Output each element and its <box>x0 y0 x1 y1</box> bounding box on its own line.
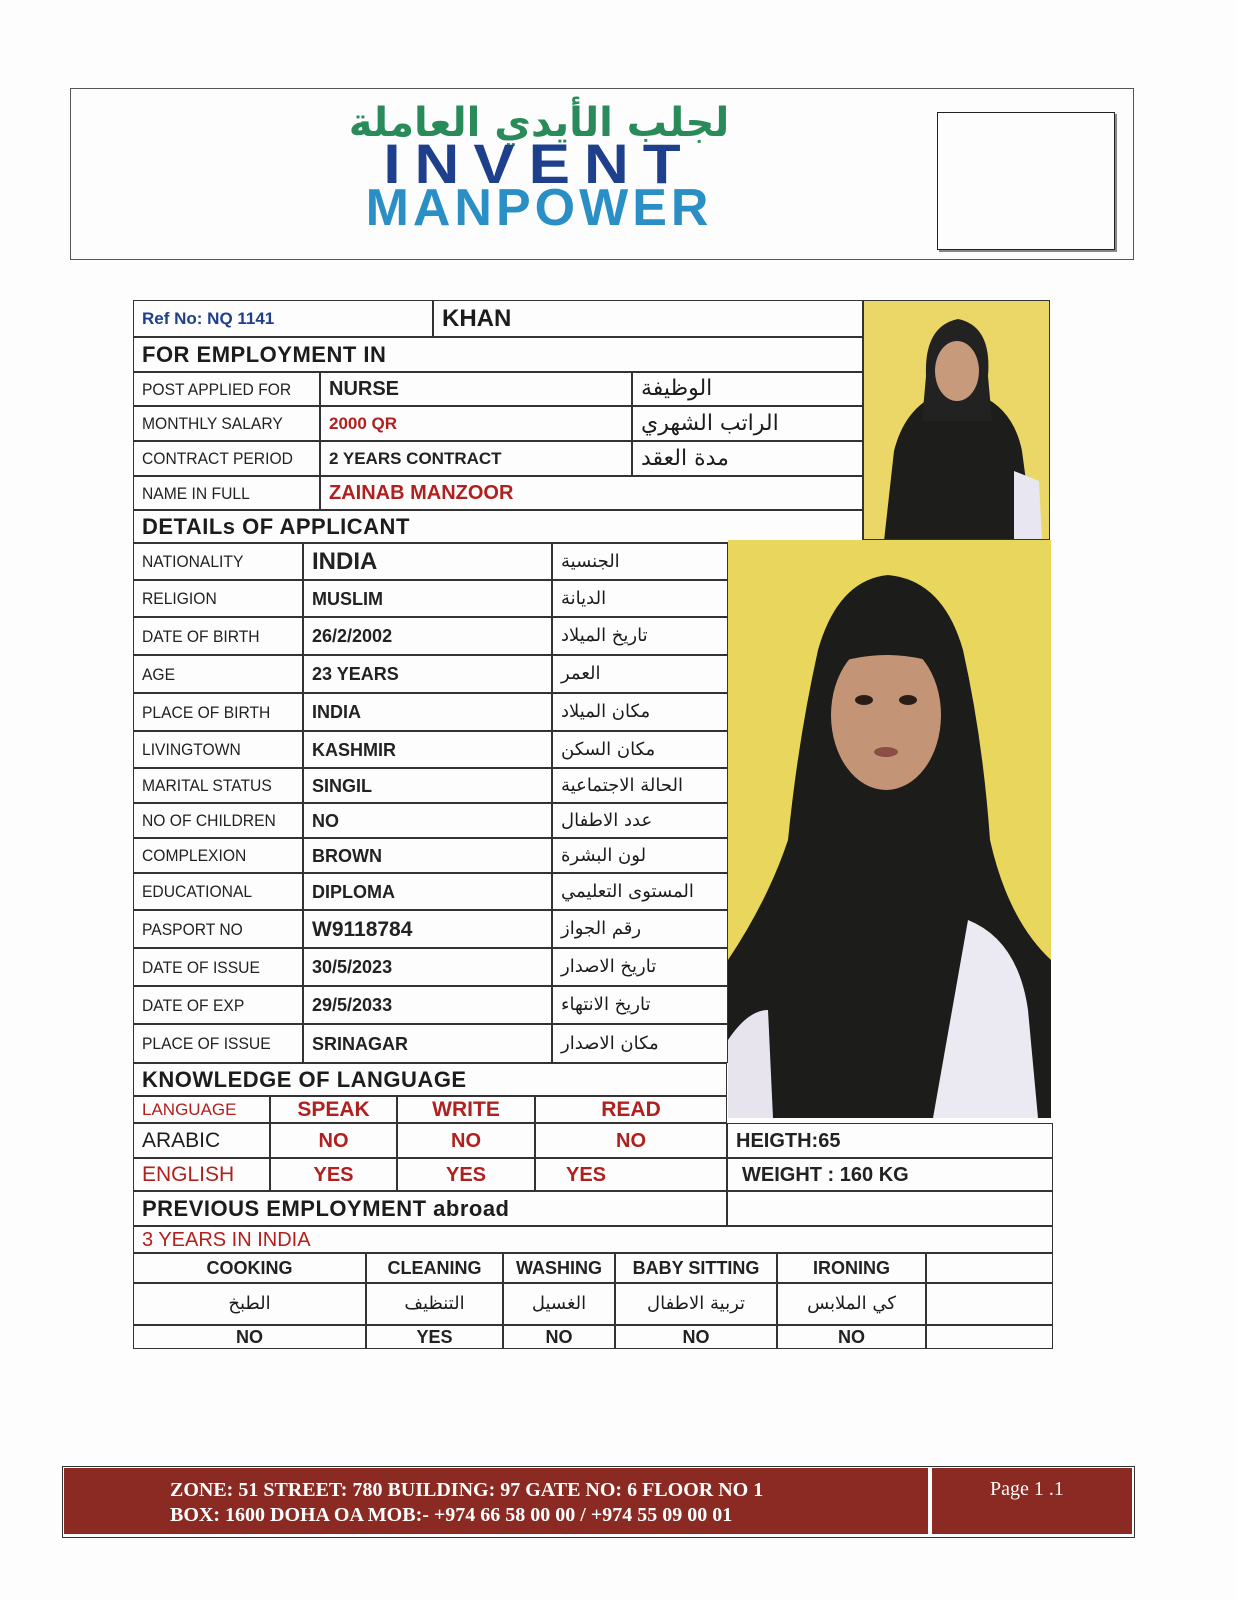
detail-value: 29/5/2033 <box>303 986 552 1024</box>
detail-value: 30/5/2023 <box>303 948 552 986</box>
applicant-photo-small <box>863 300 1050 540</box>
surname: KHAN <box>433 300 863 337</box>
arabic-contract: مدة العقد <box>632 441 863 476</box>
detail-value: DIPLOMA <box>303 873 552 910</box>
skill-value: NO <box>777 1325 926 1349</box>
skill-ar: الطبخ <box>133 1283 366 1325</box>
skill-blank-cell <box>926 1283 1053 1325</box>
lang-header-language: LANGUAGE <box>133 1096 270 1123</box>
weight-value: WEIGHT : 160 KG <box>727 1158 1053 1191</box>
detail-label-text: NO OF CHILDREN <box>142 811 276 830</box>
detail-value: 26/2/2002 <box>303 617 552 655</box>
detail-arabic: تاريخ الاصدار <box>552 948 728 986</box>
lang-header-speak: SPEAK <box>270 1096 397 1123</box>
skill-en: IRONING <box>777 1253 926 1283</box>
lang-english-write: YES <box>397 1158 535 1191</box>
detail-label <box>133 693 303 731</box>
detail-value: SINGIL <box>303 768 552 803</box>
detail-label <box>133 580 303 617</box>
lang-header-write: WRITE <box>397 1096 535 1123</box>
detail-label <box>133 910 303 948</box>
logo-invent: INVENT <box>383 133 695 196</box>
detail-label <box>133 986 303 1024</box>
detail-value: NO <box>303 803 552 838</box>
detail-arabic: الجنسية <box>552 543 728 580</box>
label-post: POST APPLIED FOR <box>133 372 320 406</box>
detail-arabic: المستوى التعليمي <box>552 873 728 910</box>
detail-label-text: MARITAL STATUS <box>142 776 272 795</box>
detail-value: KASHMIR <box>303 731 552 768</box>
lang-arabic-read: NO <box>535 1123 727 1158</box>
previous-employment-value: 3 YEARS IN INDIA <box>133 1226 1053 1253</box>
label-full-name: NAME IN FULL <box>133 476 320 510</box>
lang-english: ENGLISH <box>133 1158 270 1191</box>
skill-en: CLEANING <box>366 1253 503 1283</box>
skill-en: WASHING <box>503 1253 615 1283</box>
lang-header-read: READ <box>535 1096 727 1123</box>
language-section-title: KNOWLEDGE OF LANGUAGE <box>133 1063 727 1096</box>
arabic-post: الوظيفة <box>632 372 863 406</box>
footer-address-line2: BOX: 1600 DOHA OA MOB:- +974 66 58 00 00 / +974 55 09 00 01 <box>170 1504 733 1526</box>
detail-value: MUSLIM <box>303 580 552 617</box>
detail-label-text: RELIGION <box>142 589 217 608</box>
detail-arabic: الحالة الاجتماعية <box>552 768 728 803</box>
skill-ar: تربية الاطفال <box>615 1283 777 1325</box>
detail-value: BROWN <box>303 838 552 873</box>
detail-label-text: COMPLEXION <box>142 846 247 865</box>
value-post: NURSE <box>320 372 632 406</box>
detail-label <box>133 1024 303 1063</box>
detail-value: 23 YEARS <box>303 655 552 693</box>
height-value: HEIGTH:65 <box>727 1123 1053 1158</box>
skill-blank-cell <box>926 1253 1053 1283</box>
previous-employment-blank <box>727 1191 1053 1226</box>
skill-ar: كي الملابس <box>777 1283 926 1325</box>
detail-label-text: AGE <box>142 664 176 684</box>
detail-label <box>133 873 303 910</box>
skill-value: NO <box>615 1325 777 1349</box>
detail-value: INDIA <box>303 543 552 580</box>
value-full-name: ZAINAB MANZOOR <box>320 476 863 510</box>
skill-blank-cell <box>926 1325 1053 1349</box>
detail-arabic: مكان الاصدار <box>552 1024 728 1063</box>
details-section-title: DETAILs OF APPLICANT <box>133 510 863 543</box>
applicant-photo-large <box>728 540 1051 1118</box>
detail-label <box>133 803 303 838</box>
detail-value: INDIA <box>303 693 552 731</box>
ref-number: Ref No: NQ 1141 <box>133 300 433 337</box>
detail-label <box>133 948 303 986</box>
detail-label-text: EDUCATIONAL <box>142 882 253 901</box>
skill-value: YES <box>366 1325 503 1349</box>
detail-value: SRINAGAR <box>303 1024 552 1063</box>
detail-arabic: رقم الجواز <box>552 910 728 948</box>
employment-section-title: FOR EMPLOYMENT IN <box>133 337 863 372</box>
lang-english-read: YES <box>535 1158 727 1191</box>
lang-arabic: ARABIC <box>133 1123 270 1158</box>
detail-arabic: لون البشرة <box>552 838 728 873</box>
value-salary: 2000 QR <box>320 406 632 441</box>
footer-page-number: Page 1 .1 <box>932 1468 1132 1534</box>
label-contract: CONTRACT PERIOD <box>133 441 320 476</box>
label-salary: MONTHLY SALARY <box>133 406 320 441</box>
detail-value: W9118784 <box>303 910 552 948</box>
detail-label <box>133 655 303 693</box>
detail-label <box>133 768 303 803</box>
detail-arabic: العمر <box>552 655 728 693</box>
detail-label-text: PASPORT NO <box>142 919 243 939</box>
detail-label-text: PLACE OF ISSUE <box>142 1034 271 1053</box>
detail-label-text: DATE OF BIRTH <box>142 626 260 646</box>
detail-label <box>133 838 303 873</box>
skill-ar: الغسيل <box>503 1283 615 1325</box>
lang-arabic-write: NO <box>397 1123 535 1158</box>
detail-label-text: DATE OF EXP <box>142 995 245 1015</box>
detail-arabic: تاريخ الانتهاء <box>552 986 728 1024</box>
detail-label-text: NATIONALITY <box>142 552 244 571</box>
detail-arabic: مكان الميلاد <box>552 693 728 731</box>
logo-manpower: MANPOWER <box>365 179 713 237</box>
skill-value: NO <box>133 1325 366 1349</box>
detail-label <box>133 617 303 655</box>
detail-label <box>133 543 303 580</box>
value-contract: 2 YEARS CONTRACT <box>320 441 632 476</box>
logo-arabic-text: لجلب الأيدي العاملة <box>348 100 730 146</box>
detail-arabic: عدد الاطفال <box>552 803 728 838</box>
detail-label <box>133 731 303 768</box>
previous-employment-title: PREVIOUS EMPLOYMENT abroad <box>133 1191 727 1226</box>
detail-arabic: تاريخ الميلاد <box>552 617 728 655</box>
lang-english-speak: YES <box>270 1158 397 1191</box>
footer-address <box>64 1468 928 1534</box>
skill-en: COOKING <box>133 1253 366 1283</box>
detail-arabic: الديانة <box>552 580 728 617</box>
detail-label-text: LIVINGTOWN <box>142 740 241 759</box>
detail-label-text: PLACE OF BIRTH <box>142 702 271 722</box>
arabic-salary: الراتب الشهري <box>632 406 863 441</box>
skill-ar: التنظيف <box>366 1283 503 1325</box>
stamp-placeholder-box <box>937 112 1115 250</box>
lang-arabic-speak: NO <box>270 1123 397 1158</box>
skill-en: BABY SITTING <box>615 1253 777 1283</box>
detail-arabic: مكان السكن <box>552 731 728 768</box>
footer-address-line1: ZONE: 51 STREET: 780 BUILDING: 97 GATE NO: 6 FLOOR NO 1 <box>170 1479 764 1501</box>
detail-label-text: DATE OF ISSUE <box>142 957 260 977</box>
skill-value: NO <box>503 1325 615 1349</box>
